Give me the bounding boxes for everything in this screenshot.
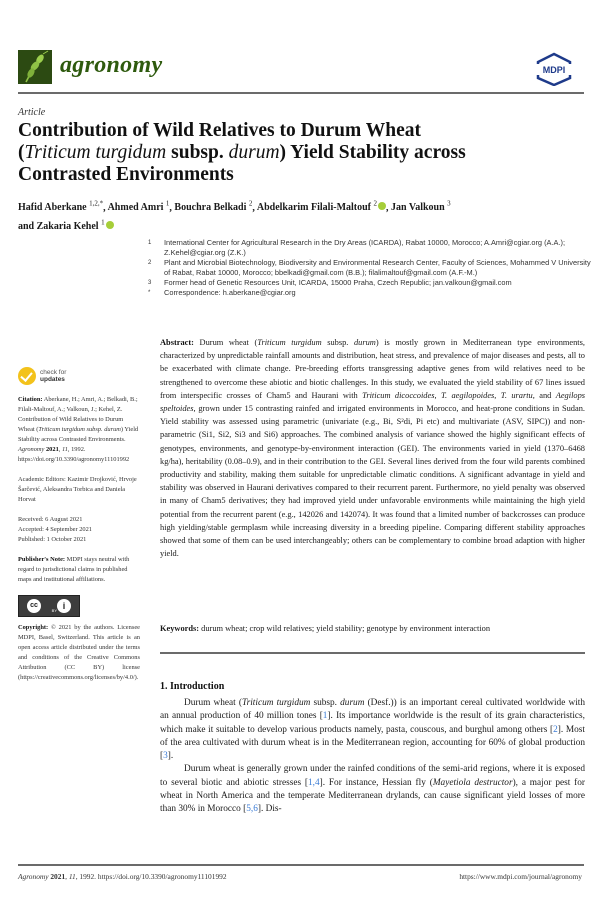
affiliation-text: Former head of Genetic Resources Unit, ICARDA, 15000 Praha, Czech Republic; jan.valkoun@gmail.com xyxy=(164,278,512,287)
intro-text: (Desf.)) is an important cereal cultivated worldwide with an annual production of 40 million tones [ xyxy=(160,698,586,722)
intro-italic: Mayetiola destructor xyxy=(432,777,513,788)
title-durum: durum xyxy=(228,142,280,163)
attribution-person-icon: i xyxy=(57,599,71,613)
author[interactable] xyxy=(257,202,386,213)
publisher-note xyxy=(18,555,140,585)
author-affiliation-sup: 1 xyxy=(101,218,105,227)
citation-block xyxy=(18,395,140,465)
author-name: and Zakaria Kehel xyxy=(18,220,99,232)
citation-link[interactable]: 5,6 xyxy=(246,804,258,815)
author[interactable] xyxy=(391,202,451,213)
check-updates-label xyxy=(40,369,66,383)
author-separator: , xyxy=(103,202,108,214)
author-list xyxy=(18,197,538,234)
author[interactable] xyxy=(18,202,103,213)
affiliation-text: Correspondence: h.aberkane@cgiar.org xyxy=(164,288,296,297)
editors-names: Kazimir Drojković, Hrvoje Šarčević, Aleksandra Torbica and Daniela Horvat xyxy=(18,476,137,503)
creative-commons-icon: cc xyxy=(27,599,41,613)
title-line-2: ) Yield Stability across xyxy=(279,142,466,163)
affiliation-item xyxy=(148,258,593,278)
intro-text: Durum wheat ( xyxy=(184,698,242,708)
citation-text: Aberkane, H.; Amri, A.; Belkadi, B.; Filali-Maltouf, A.; Valkoun, J.; Kehel, Z. Contribution of Wild Relatives to Durum Wheat ( xyxy=(18,396,138,433)
copyright-text: © 2021 by the authors. Licensee MDPI, Basel, Switzerland. This article is an open access article distributed under the terms and conditions of the Creative Commons Attribution (CC BY) license (https://creativecommons.org/licenses/by/4.0/). xyxy=(18,624,140,681)
title-species: Triticum turgidum xyxy=(24,142,167,163)
abstract-text: , grown under 15 contrasting rainfed and irrigated environments in Morocco, and heat-prone conditions in Sudan. Yield stability was assessed using parametric (univariate (e.g., Bi, S²di, Pi etc) and multivariate (ASV, SIPC)) and non-parametric (Si1, Si2, Si3 and Si6) approaches. The combined analysis of variance showed the highly significant effects of genotypes, environments, and genotype-by-environment interaction (GEI). The environments varied in yield (1370–6468 kg/ha), heritability (0.08–0.9), and in their contribution to the GEI. Several lines derived from the four wild parents combined productivity and stability, making them suitable for unpredictable climatic conditions. A significant advantage in yield and stability was observed in Haurani derivatives compared to their recurrent parent. Furthermore, no yield penalty was observed in many of Cham5 derivatives; they had improved yield under unfavorable environments while maintaining the high yield potential from the recurrent parent (e.g., 142026 and 142074). It was found that a limited number of backcrosses can produce high yielding/stable germplasm while increasing diversity in a breeding pipeline. Comparing different stability approaches showed that some of them can be used interchangeably; others can be complementary to combine broad adaption with higher yield. xyxy=(160,404,585,559)
article-sidebar xyxy=(18,365,140,693)
abstract-italic: Triticum dicoccoides xyxy=(362,390,435,400)
keywords-label: Keywords: xyxy=(160,624,200,633)
intro-italic: durum xyxy=(340,698,365,708)
author-name: Abdelkarim Filali-Maltouf xyxy=(256,202,372,214)
abstract-text: subsp. xyxy=(321,338,354,347)
abstract-text: ) is mostly grown in Mediterranean type environments, characterized by unpredictable rainfall amounts and distribution, heat stress, and prevalence of major diseases and pests, all to be exacerbated with climate change. Pre-breeding efforts transgressing adaptive genes from wild relatives need to be strengthened to overcome these abiotic and biotic challenges. In this study, we evaluated the yield stability of 67 lines issued from interspecific crosses of Cham5 and Haurani with xyxy=(160,338,585,400)
citation-link[interactable]: 3 xyxy=(163,751,168,762)
abstract-text: , and xyxy=(532,390,556,400)
check-updates-line1: check for xyxy=(40,369,67,376)
abstract-label: Abstract: xyxy=(160,338,194,347)
abstract-italic: Triticum turgidum xyxy=(257,338,322,347)
cc-by-license-badge[interactable] xyxy=(18,595,80,617)
citation-label: Citation: xyxy=(18,396,43,403)
abstract-italic: T. aegilopoides xyxy=(440,390,495,400)
publisher-note-text: MDPI stays neutral with regard to jurisdictional claims in published maps and institutional affiliations. xyxy=(18,556,130,583)
affiliation-number: 1 xyxy=(148,240,152,246)
affiliations xyxy=(148,238,593,298)
title-line-3: Contrasted Environments xyxy=(18,164,234,185)
affiliation-item xyxy=(148,238,593,258)
svg-text:MDPI: MDPI xyxy=(542,65,566,75)
paragraph xyxy=(160,763,585,816)
abstract-text: , xyxy=(494,390,501,400)
wheat-logo-icon xyxy=(18,50,52,84)
author[interactable] xyxy=(18,218,114,232)
copyright-label: Copyright: xyxy=(18,624,49,631)
intro-text: ]. Dis- xyxy=(257,804,282,815)
header-divider xyxy=(18,92,584,94)
journal-url-link[interactable]: https://www.mdpi.com/journal/agronomy xyxy=(459,872,582,881)
author[interactable] xyxy=(108,202,170,213)
footer-doi-link[interactable]: , 1992. https://doi.org/10.3390/agronomy11101992 xyxy=(75,872,227,881)
published-date: Published: 1 October 2021 xyxy=(18,536,87,543)
intro-text: ]. xyxy=(167,751,174,762)
citation-volume: 11 xyxy=(61,446,68,453)
title-subsp: subsp. xyxy=(166,142,229,163)
intro-text: ]. Its importance worldwide is the result of its grain characteristics, which make it suitable to develop various products namely, pasta, couscous, and burghul among others [ xyxy=(160,711,585,735)
affiliation-item xyxy=(148,288,593,298)
title-paren: ( xyxy=(18,142,25,163)
abstract-italic: Aegilops speltoides xyxy=(160,390,586,414)
affiliation-number: * xyxy=(148,290,151,296)
publication-dates xyxy=(18,515,140,545)
intro-italic: Triticum turgidum xyxy=(241,698,311,708)
accepted-date: Accepted: 4 September 2021 xyxy=(18,526,93,533)
journal-header xyxy=(18,50,584,92)
intro-text: Durum wheat is generally grown under the rainfed conditions of the semi-arid regions, where it is exposed to several biotic and abiotic stresses [ xyxy=(160,764,585,788)
abstract-italic: T. urartu xyxy=(500,390,533,400)
citation-doi-link[interactable]: , 1992. https://doi.org/10.3390/agronomy11101992 xyxy=(18,446,130,463)
citation-species: Triticum turgidum subsp. durum xyxy=(38,426,121,433)
abstract-text: , xyxy=(434,390,441,400)
author-name: Jan Valkoun xyxy=(391,202,445,214)
footer-sep: , xyxy=(65,872,69,881)
citation-year: 2021 xyxy=(44,446,59,453)
introduction-body xyxy=(160,697,585,817)
author-separator: , xyxy=(252,202,257,214)
citation-link[interactable]: 2 xyxy=(553,724,558,735)
author-separator: , xyxy=(386,202,392,214)
footer-journal: Agronomy xyxy=(18,872,49,881)
citation-link[interactable]: 1 xyxy=(322,711,328,722)
citation-link[interactable]: 1,4 xyxy=(308,777,320,788)
journal-name: agronomy xyxy=(60,52,163,78)
citation-text: , xyxy=(58,446,62,453)
author-affiliation-sup: 3 xyxy=(447,200,451,208)
publisher-note-label: Publisher's Note: xyxy=(18,556,66,563)
academic-editors xyxy=(18,475,140,505)
keywords xyxy=(160,623,585,635)
author-separator: , xyxy=(169,202,175,214)
author-affiliation-sup: 1 xyxy=(165,200,170,208)
article-title xyxy=(18,120,578,186)
abstract-italic: durum xyxy=(353,338,376,347)
footer-year: 2021 xyxy=(48,872,66,881)
copyright-block xyxy=(18,623,140,683)
abstract xyxy=(160,336,585,560)
intro-text: ]. For instance, Hessian fly ( xyxy=(319,777,433,788)
author-affiliation-sup: 2 xyxy=(248,200,253,208)
author-name: Hafid Aberkane xyxy=(18,202,87,214)
cc-by-label: BY xyxy=(51,608,57,613)
paragraph xyxy=(160,697,585,763)
article-type-label: Article xyxy=(18,107,46,118)
footer-volume: 11 xyxy=(68,872,76,881)
footer-divider xyxy=(18,864,584,866)
author[interactable] xyxy=(174,202,252,213)
author-affiliation-sup: 1,2,* xyxy=(89,200,104,208)
affiliation-text: Plant and Microbial Biotechnology, Biodiversity and Environmental Research Center, Faculty of Sciences, Mohammed V University of Rabat, Rabat 10000, Morocco; bbelkadi@gmail.com (B.B.); filalimaltouf@gmail.com (A.F.-M.) xyxy=(164,258,591,277)
author-affiliation-sup: 2 xyxy=(373,200,378,208)
check-updates-line2: updates xyxy=(40,376,65,383)
affiliation-number: 3 xyxy=(148,280,152,286)
affiliation-number: 2 xyxy=(148,260,152,266)
intro-text: ]. Most of the area cultivated with durum wheat is in the Mediterranean region, accounting for 60% of global production [ xyxy=(160,724,585,762)
keywords-divider xyxy=(160,652,585,654)
affiliation-text: International Center for Agricultural Research in the Dry Areas (ICARDA), Rabat 10000, Morocco; A.Amri@cgiar.org (A.A.); Z.Kehel@cgiar.org (Z.K.) xyxy=(164,238,566,257)
intro-text: subsp. xyxy=(310,698,341,708)
checkmark-icon xyxy=(18,367,36,385)
check-for-updates-button[interactable] xyxy=(18,365,140,387)
citation-text: ) Yield Stability across Contrasted Environments. xyxy=(18,426,139,443)
affiliation-item xyxy=(148,278,593,288)
received-date: Received: 6 August 2021 xyxy=(18,516,83,523)
abstract-text: Durum wheat ( xyxy=(193,338,258,347)
orcid-icon[interactable] xyxy=(378,202,386,210)
section-heading-introduction: 1. Introduction xyxy=(160,681,225,692)
author-name: Bouchra Belkadi xyxy=(174,202,247,214)
intro-text: ), a major pest for wheat in North America and the temperate Mediterranean drylands, can cause significant yield losses of more than 30% in Morocco [ xyxy=(160,777,585,815)
footer-citation xyxy=(18,872,227,881)
orcid-icon[interactable] xyxy=(106,221,114,229)
keywords-list: durum wheat; crop wild relatives; yield stability; genotype by environment interaction xyxy=(199,624,491,633)
author-name: Ahmed Amri xyxy=(107,202,164,214)
citation-journal: Agronomy xyxy=(18,446,45,453)
title-line-1: Contribution of Wild Relatives to Durum Wheat xyxy=(18,120,422,141)
mdpi-logo-icon xyxy=(534,52,574,86)
editors-label: Academic Editors: xyxy=(18,476,66,483)
